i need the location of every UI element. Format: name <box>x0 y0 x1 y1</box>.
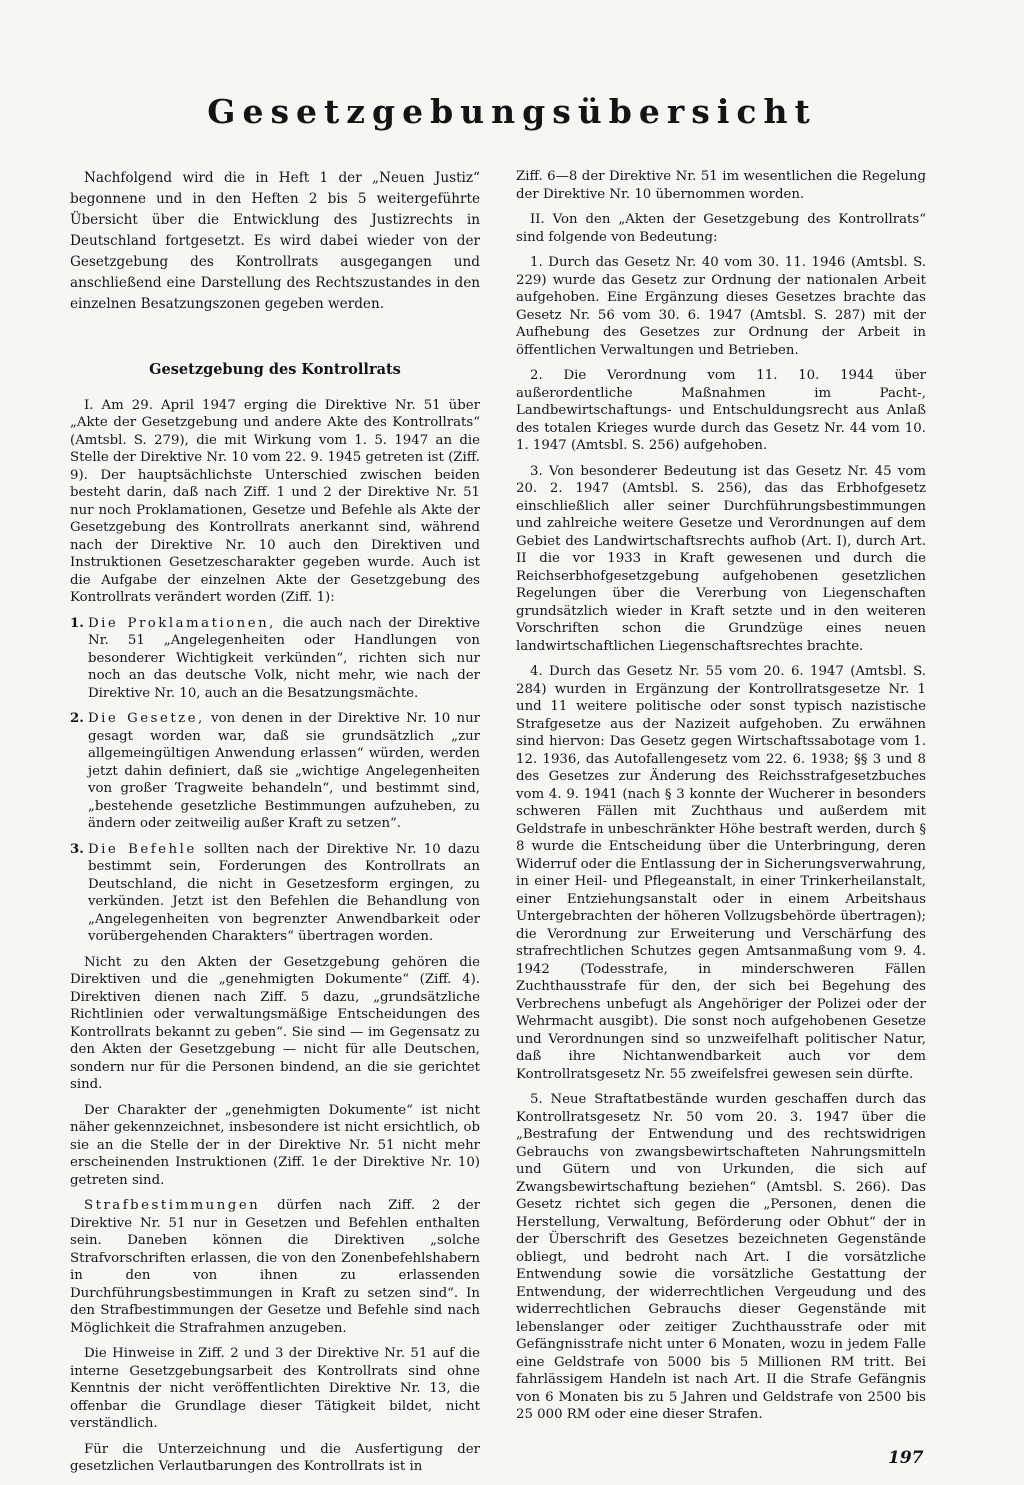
intro-paragraph: Nachfolgend wird die in Heft 1 der „Neuen Justiz“ begonnene und in den Heften 2 bis 5 weitergeführte Übersicht über die Entwicklung des Justizrechts in Deutschland fortgesetzt. Es wird dabei wieder von der Gesetzgebung des Kontrollrats ausgegangen und anschließend eine Darstellung des Rechtszustandes in den einzelnen Besatzungszonen gegeben werden. <box>70 170 480 312</box>
section-heading: Gesetzgebung des Kontrollrats <box>149 361 401 378</box>
page-number: 197 <box>888 1448 924 1468</box>
paragraph-left-1: I. Am 29. April 1947 erging die Direktive Nr. 51 über „Akte der Gesetzgebung und andere Akte des Kontrollrats“ (Amtsbl. S. 279), die mit Wirkung vom 1. 5. 1947 an die Stelle der Direktive Nr. 10 vom 22. 9. 1945 getreten ist (Ziff. 9). Der hauptsächlichste Unterschied zwischen beiden besteht darin, daß nach Ziff. 1 und 2 der Direktive Nr. 51 nur noch Proklamationen, Gesetze und Befehle als Akte der Gesetzgebung des Kontrollrats anerkannt sind, während nach der Direktive Nr. 10 auch den Direktiven und Instruktionen Gesetzescharakter gegeben wurde. Auch ist die Aufgabe der einzelnen Akte der Gesetzgebung des Kontrollrats verändert worden (Ziff. 1): <box>70 397 480 605</box>
left-column <box>70 168 480 1484</box>
list-item <box>70 615 480 703</box>
paragraph-left-3: Der Charakter der „genehmigten Dokumente“ ist nicht näher gekennzeichnet, insbesondere ist nicht ersichtlich, ob sie an die Stelle der in der Direktive Nr. 51 nicht mehr erscheinenden Instruktionen (Ziff. 1e der Direktive Nr. 10) getreten sind. <box>70 1102 480 1188</box>
list-item-body: sollten nach der Direktive Nr. 10 dazu bestimmt sein, Forderungen des Kontrollrats an Deutschland, die nicht in Gesetzesform ergingen, zu verkünden. Jetzt ist den Befehlen die Behandlung von „Angelegenheiten von begrenzter Anwendbarkeit oder vorübergehenden Charakters“ übertragen worden. <box>88 841 480 944</box>
paragraph-left-4 <box>70 1197 480 1337</box>
paragraph-left-2: Nicht zu den Akten der Gesetzgebung gehören die Direktiven und die „genehmigten Dokumente“ (Ziff. 4). Direktiven dienen nach Ziff. 5 dazu, „grundsätzliche Richtlinien oder verwaltungsmäßige Entscheidungen des Kontrollrats bekannt zu geben“. Sie sind — im Gegensatz zu den Akten der Gesetzgebung — nicht für alle Deutschen, sondern nur für die Personen bindend, an die sie gerichtet sind. <box>70 954 480 1092</box>
paragraph-left-4-body: dürfen nach Ziff. 2 der Direktive Nr. 51 nur in Gesetzen und Befehlen enthalten sein. Daneben können die Direktiven „solche Strafvorschriften erlassen, die von den Zonenbefehlshabern in den von ihnen zu erlassenden Durchführungsbestimmungen in Kraft zu setzen sind“. In den Strafbestimmungen der Gesetze und Befehle sind nach Möglichkeit die Strafrahmen anzugeben. <box>70 1198 480 1336</box>
list-item-number: 3. <box>70 841 84 857</box>
paragraph-left-5: Die Hinweise in Ziff. 2 und 3 der Direktive Nr. 51 auf die interne Gesetzgebungsarbeit des Kontrollrats sind ohne Kenntnis der nicht veröffentlichten Direktive Nr. 13, die offenbar die Grundlage dieser Tätigkeit bildet, nicht verständlich. <box>70 1346 480 1431</box>
page-title: Gesetzgebungsübersicht <box>207 92 817 131</box>
paragraph-right-6: 5. Neue Straftatbestände wurden geschaffen durch das Kontrollratsgesetz Nr. 50 vom 20. 3. 1947 über die „Bestrafung der Entwendung und des rechtswidrigen Gebrauchs von zwangsbewirtschafteten Nahrungsmitteln und Gütern und von Urkunden, die sich auf Zwangsbewirtschaftung beziehen“ (Amtsbl. S. 266). Das Gesetz richtet sich gegen die „Personen, denen die Herstellung, Verwaltung, Beförderung oder Obhut“ der in der Überschrift des Gesetzes bezeichneten Gegenstände obliegt, und bedroht nach Art. I die vorsätzliche Entwendung sowie die vorsätzliche Gestattung der Entwendung, der widerrechtlichen Vergeudung und des widerrechtlichen Gebrauchs dieser Gegenstände mit lebenslanger oder zeitiger Zuchthausstrafe oder mit Gefängnisstrafe nicht unter 6 Monaten, wozu in jedem Falle eine Geldstrafe von 5000 bis 5 Millionen RM tritt. Bei fahrlässigem Handeln ist nach Art. II die Strafe Gefängnis von 6 Monaten bis zu 5 Jahren und Geldstrafe von 2500 bis 25 000 RM oder eine dieser Strafen. <box>516 1092 926 1422</box>
list-item <box>70 841 480 946</box>
paragraph-right-2: 1. Durch das Gesetz Nr. 40 vom 30. 11. 1946 (Amtsbl. S. 229) wurde das Gesetz zur Ordnung der nationalen Arbeit aufgehoben. Eine Ergänzung dieses Gesetzes brachte das Gesetz Nr. 56 vom 30. 6. 1947 (Amtsbl. S. 287) mit der Aufhebung des Gesetzes zur Ordnung der Arbeit in öffentlichen Verwaltungen und Betrieben. <box>516 255 926 358</box>
paragraph-right-5: 4. Durch das Gesetz Nr. 55 vom 20. 6. 1947 (Amtsbl. S. 284) wurden in Ergänzung der Kontrollratsgesetze Nr. 1 und 11 weitere politische oder sonst typisch nazistische Strafgesetze aus der Nazizeit aufgehoben. Zu erwähnen sind hiervon: Das Gesetz gegen Wirtschaftssabotage vom 1. 12. 1936, das Autofallengesetz vom 22. 6. 1938; §§ 3 und 8 des Gesetzes zur Änderung des Reichsstrafgesetzbuches vom 4. 9. 1941 (nach § 3 konnte der Wucherer in besonders schweren Fällen mit Zuchthaus und außerdem mit Geldstrafe in unbeschränkter Höhe bestraft werden, durch § 8 wurde die Entscheidung über die Unterbringung, deren Widerruf oder die Entlassung der in Sicherungsverwahrung, in einer Heil- und Pflegeanstalt, in einer Trinkerheilanstalt, einer Entziehungsanstalt oder in einem Arbeitshaus Untergebrachten der höheren Vollzugsbehörde übertragen); die Verordnung zur Erweiterung und Verschärfung des strafrechtlichen Schutzes gegen Amtsanmaßung vom 9. 4. 1942 (Todesstrafe, in minderschweren Fällen Zuchthausstrafe für den, der sich bei Begehung des Verbrechens unbefugt als Angehöriger der Polizei oder der Wehrmacht ausgibt). Die sonst noch aufgehobenen Gesetze und Verordnungen sind so unzweifelhaft politischer Natur, daß ihre Nichtanwendbarkeit auch vor dem Kontrollratsgesetz Nr. 55 zweifelsfrei gewesen sein dürfte. <box>516 664 926 1082</box>
list-item-term: Die Gesetze, <box>88 711 205 726</box>
list-item-term: Die Befehle <box>88 841 197 857</box>
list-item-number: 2. <box>70 711 84 726</box>
list-item-body: von denen in der Direktive Nr. 10 nur gesagt worden war, daß sie grundsätzlich „zur allgemeingültigen Anwendung erlassen“ würden, werden jetzt dahin definiert, daß sie „wichtige Angelegenheiten von großer Tragweite behandeln“, und bestimmt sind, „bestehende gesetzliche Bestimmungen aufzuheben, zu ändern oder zeitweilig außer Kraft zu setzen“. <box>88 711 480 831</box>
paragraph-right-1: II. Von den „Akten der Gesetzgebung des Kontrollrats“ sind folgende von Bedeutung: <box>516 212 926 245</box>
paragraph-left-6: Für die Unterzeichnung und die Ausfertigung der gesetzlichen Verlautbarungen des Kontrollrats ist in <box>70 1441 480 1474</box>
intro-block <box>70 168 480 315</box>
list-item <box>70 710 480 833</box>
right-column <box>516 168 926 1432</box>
list-item-body: die auch nach der Direktive Nr. 51 „Angelegenheiten oder Handlungen von besonderer Wichtigkeit verkünden“, richten sich nur noch an das deutsche Volk, nicht mehr, wie nach der Direktive Nr. 10, auch an die Besatzungsmächte. <box>88 615 480 701</box>
list-item-term: Die Proklamationen, <box>88 615 276 631</box>
paragraph-right-4: 3. Von besonderer Bedeutung ist das Gesetz Nr. 45 vom 20. 2. 1947 (Amtsbl. S. 256), das das Erbhofgesetz einschließlich aller seiner Durchführungsbestimmungen und zahlreiche weitere Gesetze und Verordnungen auf dem Gebiet des Landwirtschaftsrechts aufhob (Art. I), durch Art. II die vor 1933 in Kraft gewesenen und durch die Reichserbhofgesetzgebung aufgehobenen gesetzlichen Regelungen über die Vererbung von Liegenschaften grundsätzlich wieder in Kraft setzte und in den weiteren Vorschriften schon die Grundzüge eines neuen landwirtschaftlichen Liegenschaftsrechtes brachte. <box>516 463 926 654</box>
paragraph-left-4-term: Strafbestimmungen <box>84 1198 261 1213</box>
list-item-text <box>88 710 480 833</box>
list-item-text <box>88 615 480 703</box>
paragraph-right-3: 2. Die Verordnung vom 11. 10. 1944 über außerordentliche Maßnahmen im Pacht-, Landbewirtschaftungs- und Entschuldungsrecht aus Anlaß des totalen Krieges wurde durch das Gesetz Nr. 44 vom 10. 1. 1947 (Amtsbl. S. 256) aufgehoben. <box>516 368 926 453</box>
list-item-number: 1. <box>70 615 84 631</box>
list-item-text <box>88 841 480 946</box>
paragraph-right-0: Ziff. 6—8 der Direktive Nr. 51 im wesentlichen die Regelung der Direktive Nr. 10 übernommen worden. <box>516 169 926 202</box>
